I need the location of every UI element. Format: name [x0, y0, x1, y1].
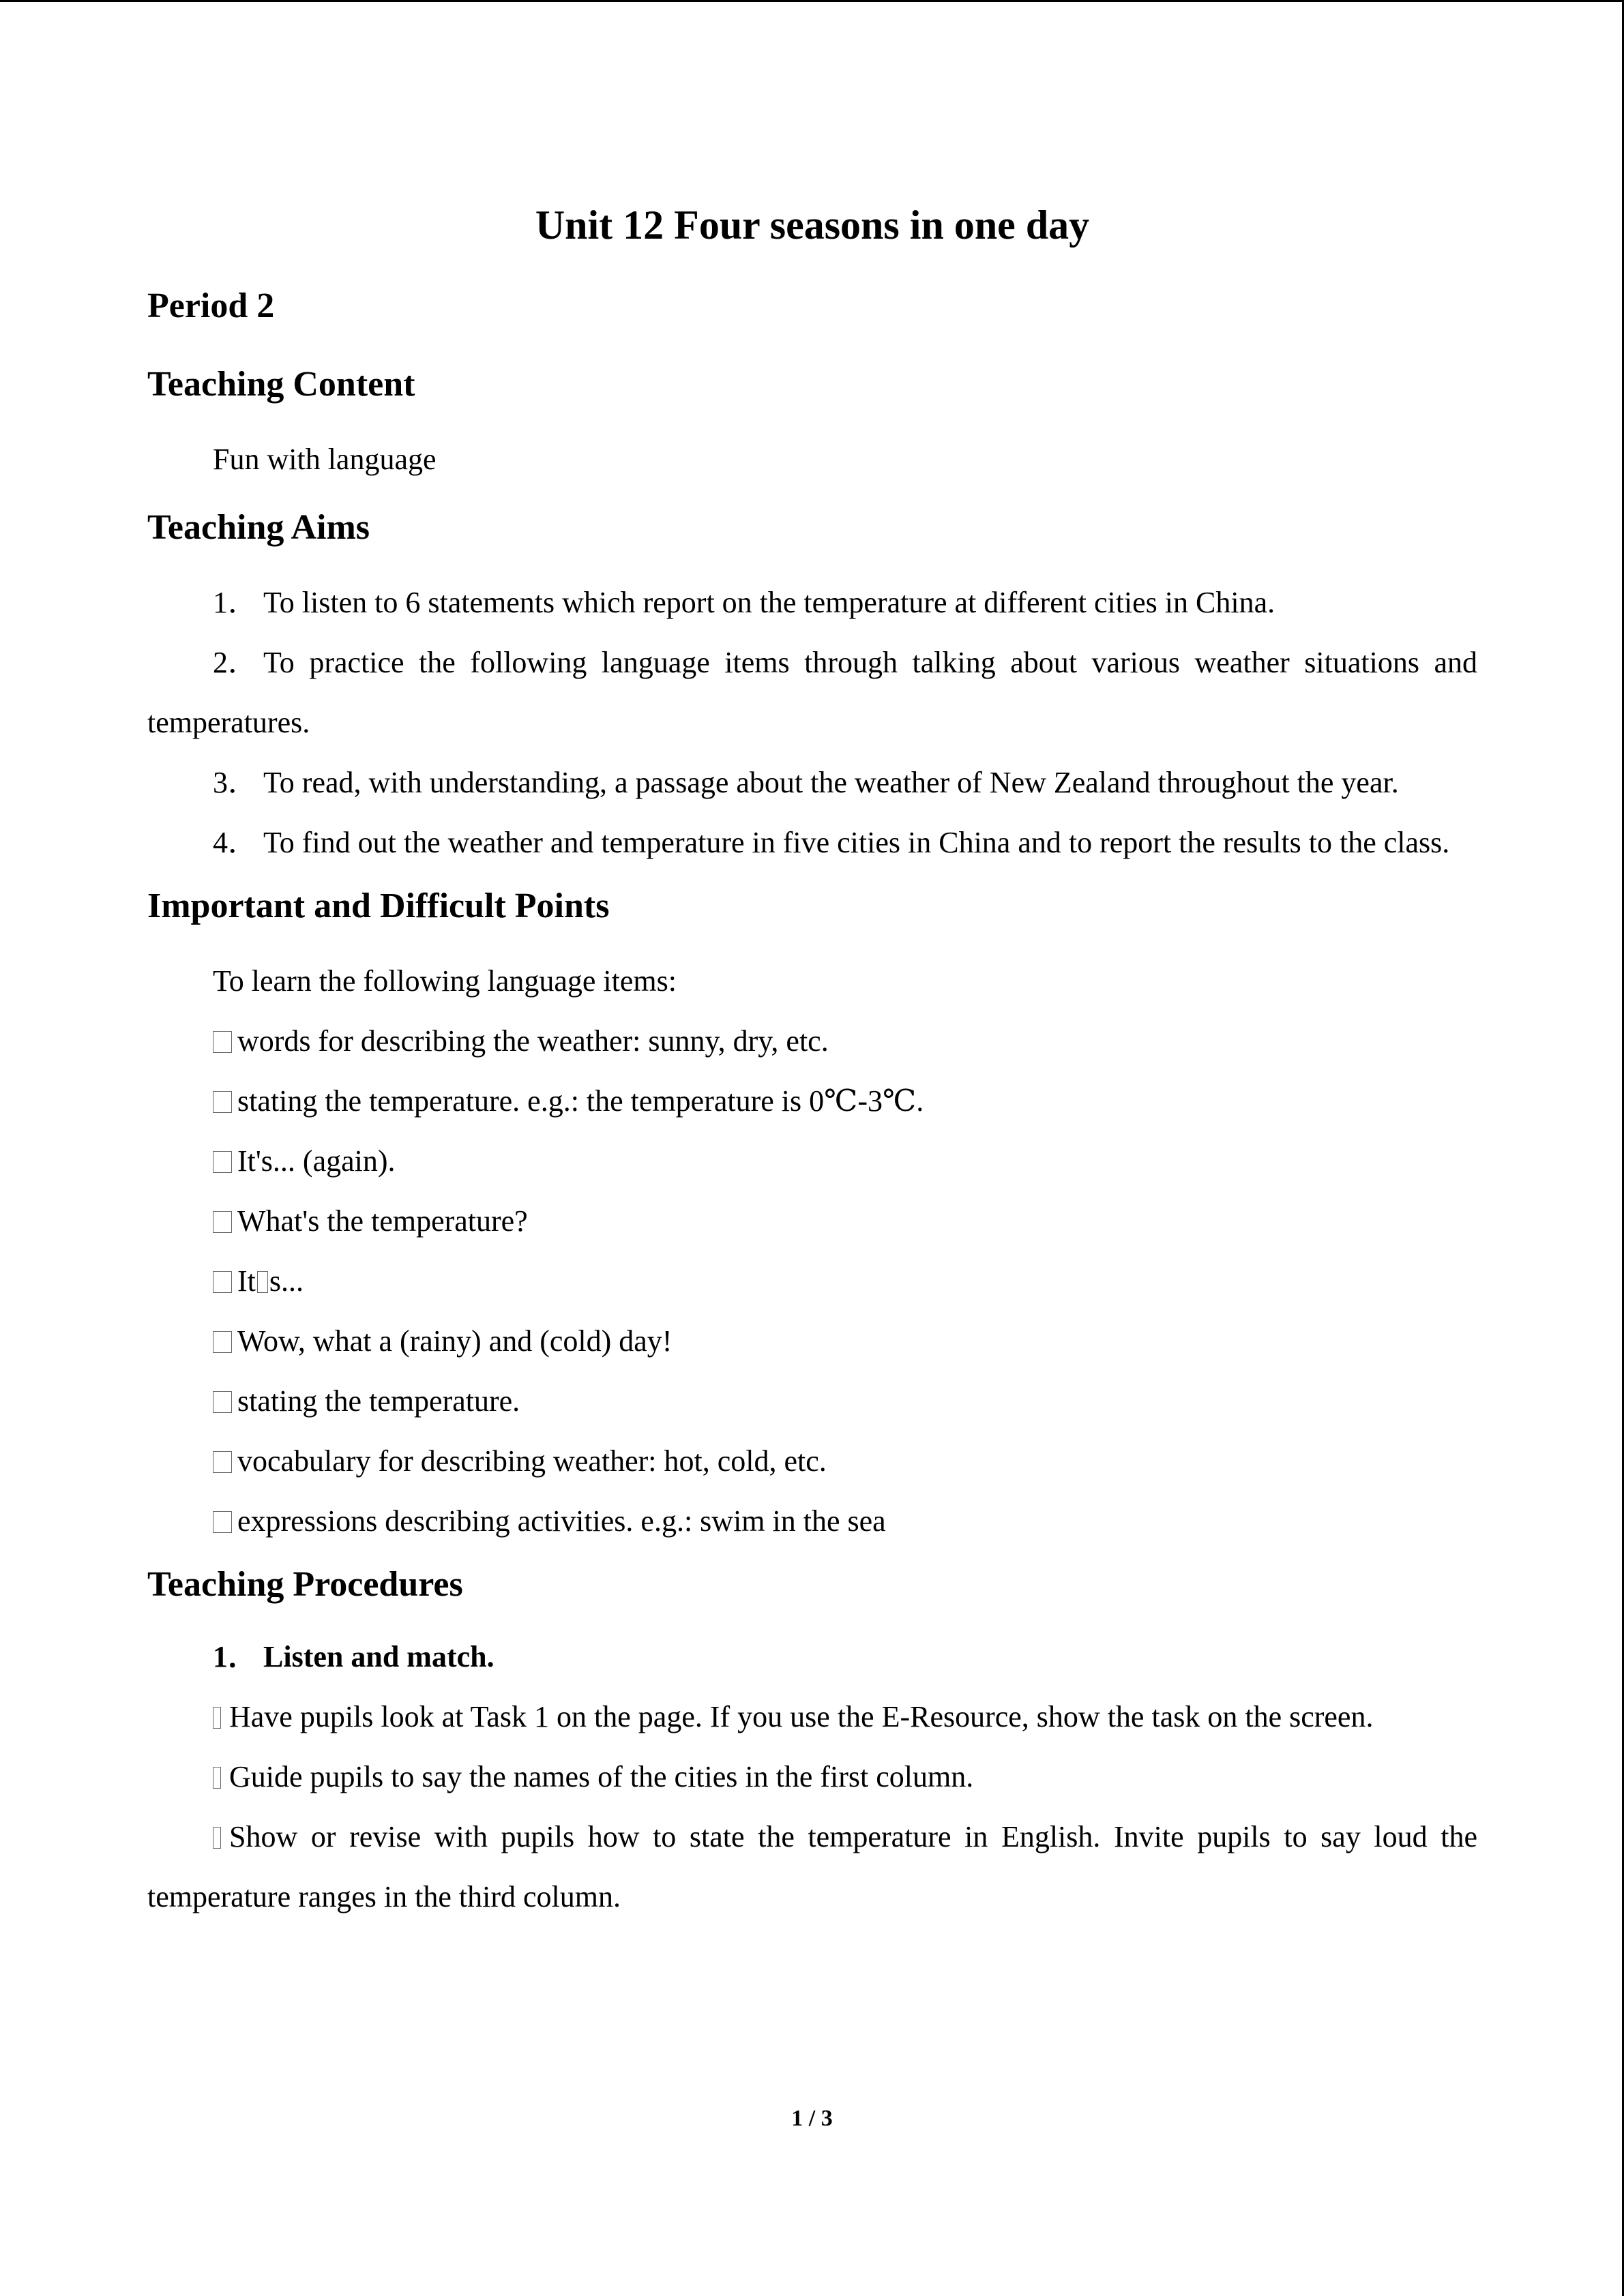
checkbox-square-icon [213, 1211, 232, 1233]
procedure-step-heading [147, 1627, 1477, 1687]
procedure-line [147, 1687, 1477, 1747]
checkbox-square-icon [213, 1331, 232, 1353]
procedure-step-title: Listen and match. [263, 1640, 494, 1673]
aim-text: To read, with understanding, a passage about the weather of New Zealand throughout the year. [263, 766, 1399, 799]
important-points-list [147, 951, 1477, 1551]
list-item-text: stating the temperature. [237, 1384, 520, 1418]
teaching-content-text: Fun with language [213, 443, 437, 476]
procedure-step-number: 1． [213, 1640, 258, 1673]
checkbox-square-icon [213, 1271, 232, 1293]
aim-text: To find out the weather and temperature in five cities in China and to report the results to the class. [263, 826, 1450, 859]
list-item-text: What's the temperature? [237, 1204, 528, 1238]
list-item-text: vocabulary for describing weather: hot, cold, etc. [237, 1444, 827, 1478]
teaching-aims-heading: Teaching Aims [147, 508, 370, 547]
checkbox-square-icon [213, 1391, 232, 1413]
missing-glyph-icon [213, 1767, 221, 1789]
aim-item [147, 573, 1477, 633]
missing-glyph-icon [213, 1827, 221, 1849]
aim-number: 3． [213, 766, 258, 799]
list-item-text: It's... (again). [237, 1144, 396, 1178]
missing-glyph-icon [213, 1707, 221, 1729]
important-points-heading: Important and Difficult Points [147, 886, 610, 925]
list-item [147, 1011, 1477, 1071]
procedure-line-text: Show or revise with pupils how to state the temperature in English. Invite pupils to say loud the temperature ranges in the third column. [147, 1820, 1477, 1913]
teaching-aims-list [147, 573, 1477, 873]
procedure-line [147, 1747, 1477, 1807]
list-item [147, 1251, 1477, 1311]
list-item [147, 1371, 1477, 1431]
period-heading: Period 2 [147, 286, 275, 325]
list-item-text: expressions describing activities. e.g.: swim in the sea [237, 1504, 886, 1538]
teaching-procedures-heading: Teaching Procedures [147, 1565, 463, 1604]
procedure-line-text: Have pupils look at Task 1 on the page. If you use the E-Resource, show the task on the screen. [229, 1700, 1374, 1733]
aim-number: 1． [213, 586, 258, 619]
aim-item [147, 813, 1477, 873]
procedure-line-text: Guide pupils to say the names of the cities in the first column. [229, 1760, 974, 1793]
list-item [147, 1431, 1477, 1491]
important-points-intro: To learn the following language items: [213, 964, 677, 998]
checkbox-square-icon [213, 1091, 232, 1113]
list-item-text: Wow, what a (rainy) and (cold) day! [237, 1324, 673, 1358]
list-item [147, 1071, 1477, 1131]
list-item [147, 1191, 1477, 1251]
procedure-line [147, 1807, 1477, 1927]
aim-number: 2． [213, 646, 258, 679]
list-item-text: stating the temperature. e.g.: the temperature is 0℃-3℃. [237, 1084, 924, 1118]
aim-text: To listen to 6 statements which report on the temperature at different cities in China. [263, 586, 1275, 619]
page-number: 1 / 3 [791, 2106, 833, 2131]
list-item-text: words for describing the weather: sunny, dry, etc. [237, 1024, 829, 1058]
missing-glyph-icon [257, 1271, 268, 1293]
aim-number: 4． [213, 826, 258, 859]
list-item-text-after: s... [269, 1264, 304, 1298]
checkbox-square-icon [213, 1031, 232, 1053]
aim-item [147, 633, 1477, 753]
page-content [147, 200, 1477, 1927]
checkbox-square-icon [213, 1451, 232, 1473]
aim-item [147, 753, 1477, 813]
list-item-text-before: It [237, 1264, 256, 1298]
list-item [147, 1131, 1477, 1191]
document-title: Unit 12 Four seasons in one day [535, 203, 1090, 248]
aim-text: To practice the following language items through talking about various weather situations and temperatures. [147, 646, 1477, 739]
teaching-content-heading: Teaching Content [147, 365, 415, 404]
checkbox-square-icon [213, 1511, 232, 1533]
list-item [147, 1491, 1477, 1551]
list-item [147, 1311, 1477, 1371]
checkbox-square-icon [213, 1151, 232, 1173]
